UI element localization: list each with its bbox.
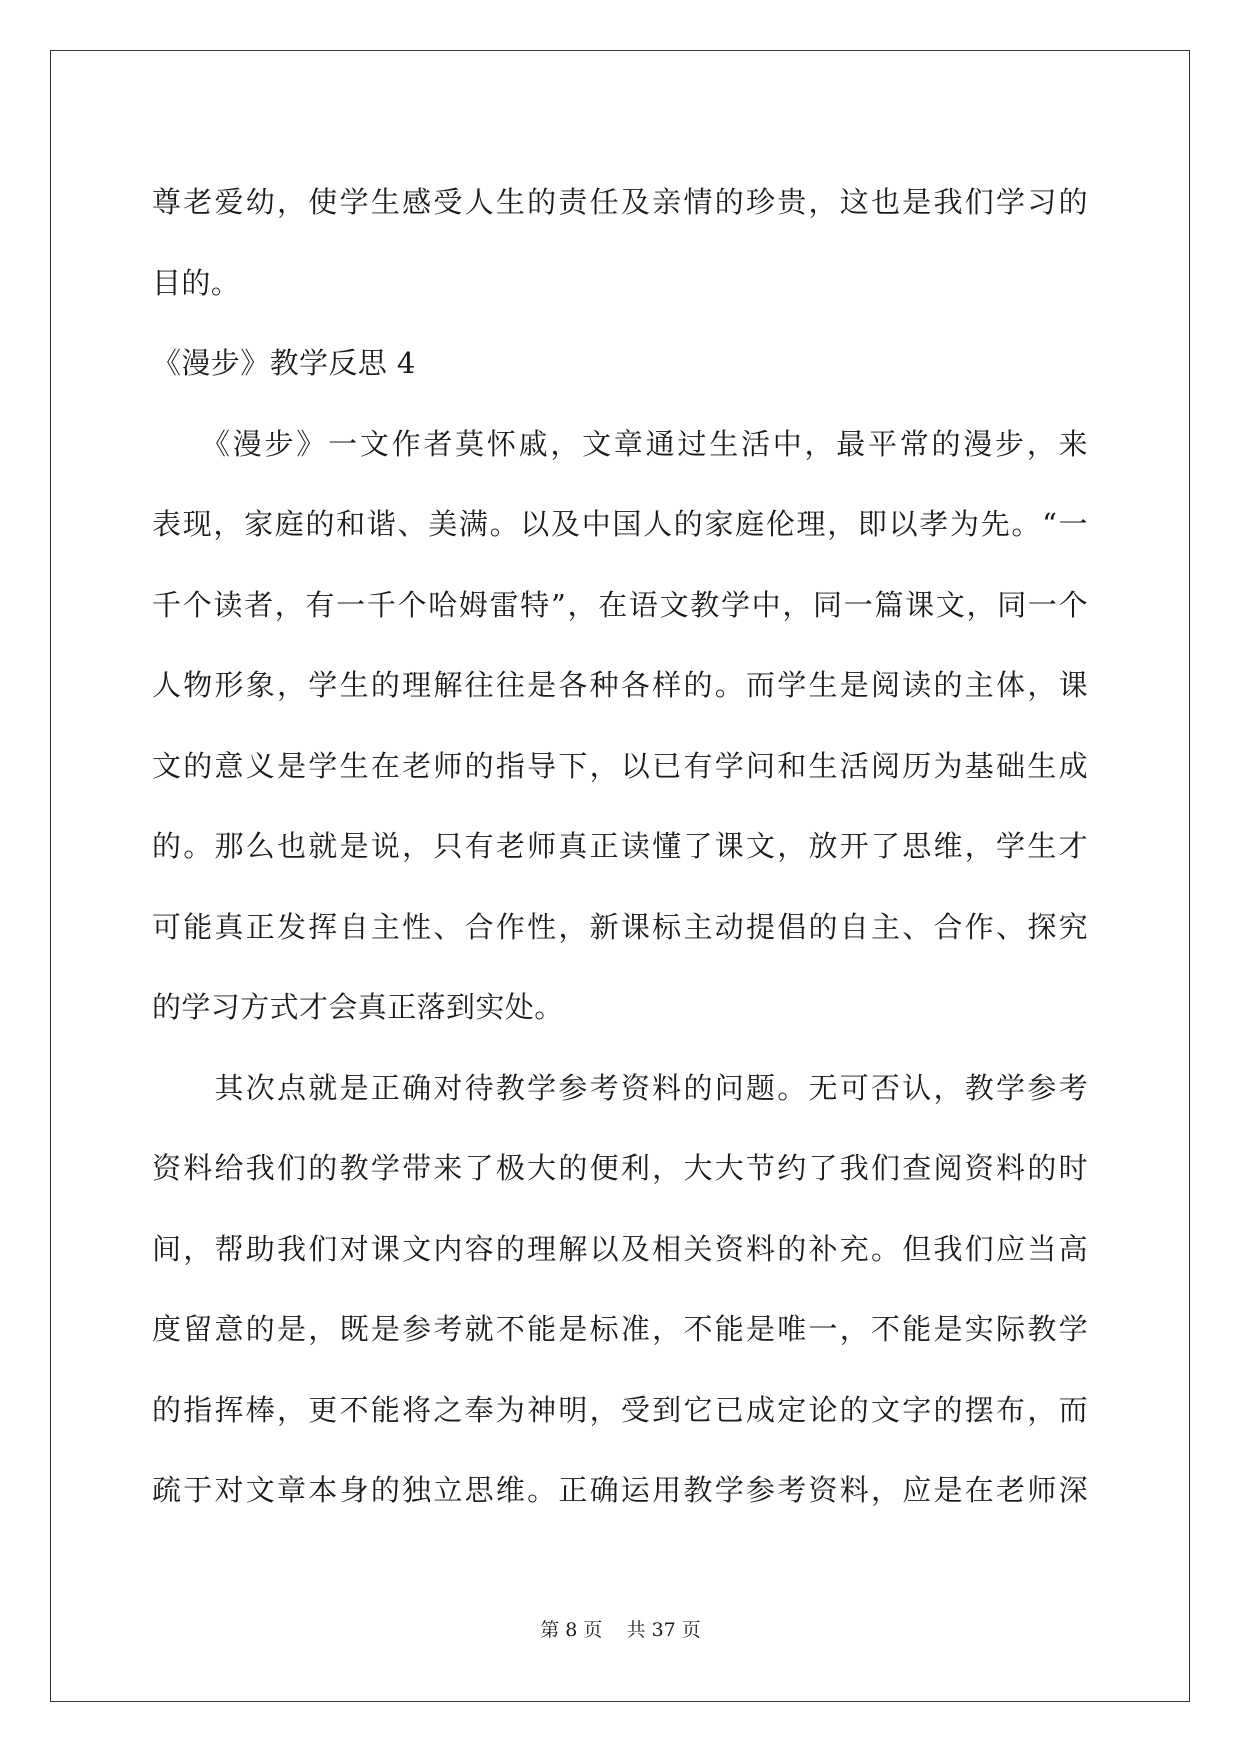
text-line: 表现，家庭的和谐、美满。以及中国人的家庭伦理，即以孝为先。“一 [152, 507, 1088, 541]
text-line: 的。那么也就是说，只有老师真正读懂了课文，放开了思维，学生才 [152, 829, 1088, 863]
text-line: 《漫步》一文作者莫怀戚，文章通过生活中，最平常的漫步，来 [152, 426, 1088, 461]
text-line: 的指挥棒，更不能将之奉为神明，受到它已成定论的文字的摆布，而 [152, 1392, 1088, 1427]
text-line: 资料给我们的教学带来了极大的便利，大大节约了我们查阅资料的时 [152, 1151, 1088, 1185]
text-line: 人物形象，学生的理解往往是各种各样的。而学生是阅读的主体，课 [152, 668, 1088, 702]
text-line: 目的。 [152, 265, 241, 300]
text-line: 文的意义是学生在老师的指导下，以已有学问和生活阅历为基础生成 [152, 748, 1088, 783]
text-line: 间，帮助我们对课文内容的理解以及相关资料的补充。但我们应当高 [152, 1231, 1088, 1266]
page-footer [0, 1618, 1241, 1642]
text-line: 尊老爱幼，使学生感受人生的责任及亲情的珍贵，这也是我们学习的 [152, 185, 1088, 219]
text-line: 千个读者，有一千个哈姆雷特”，在语文教学中，同一篇课文，同一个 [152, 587, 1088, 622]
text-line: 其次点就是正确对待教学参考资料的问题。无可否认，教学参考 [152, 1070, 1088, 1105]
section-heading: 《漫步》教学反思 4 [152, 346, 416, 380]
page-total: 共 37 页 [626, 1619, 701, 1641]
page-number: 第 8 页 [540, 1619, 603, 1641]
text-line: 可能真正发挥自主性、合作性，新课标主动提倡的自主、合作、探究 [152, 909, 1088, 944]
text-line: 疏于对文章本身的独立思维。正确运用教学参考资料，应是在老师深 [152, 1473, 1088, 1507]
document-body [152, 162, 1088, 1531]
text-line: 的学习方式才会真正落到实处。 [152, 990, 564, 1024]
text-line: 度留意的是，既是参考就不能是标准，不能是唯一，不能是实际教学 [152, 1312, 1088, 1346]
